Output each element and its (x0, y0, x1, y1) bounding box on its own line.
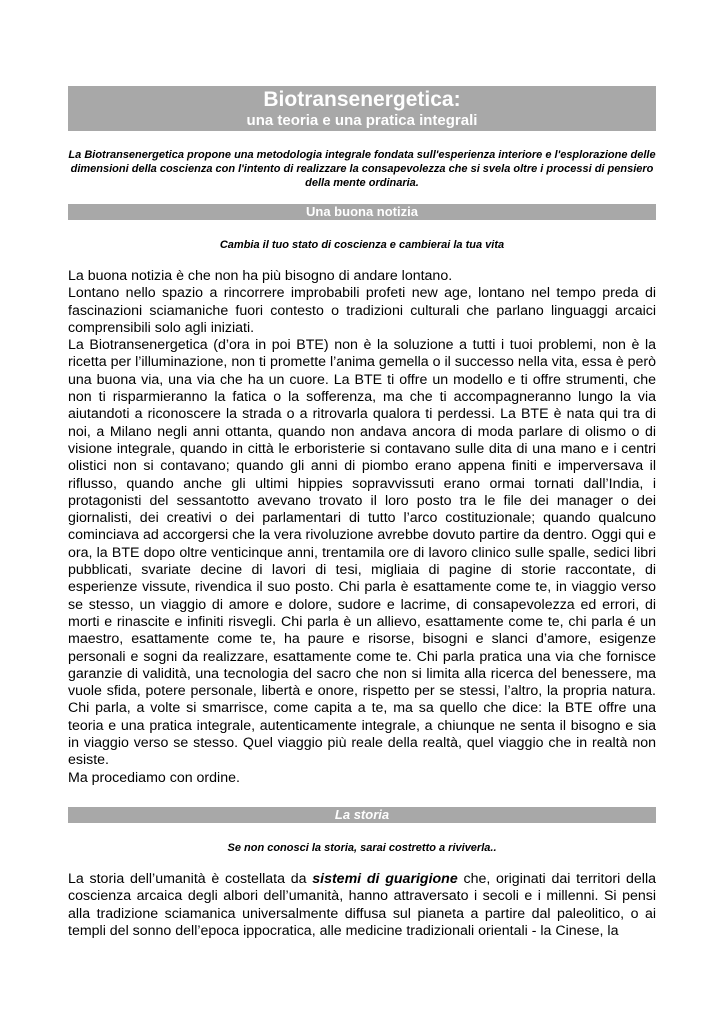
section-tagline: Se non conosci la storia, sarai costretto a riviverla.. (227, 842, 497, 854)
emphasis-text: sistemi di guarigione (312, 871, 458, 887)
abstract: La Biotransenergetica propone una metodologia integrale fondata sull'esperienza interiore e l'esplorazione delle dimensioni della coscienza con l'intento di realizzare la consapevolezza che si svela oltre i processi di pensiero della mente ordinaria. (68, 149, 656, 189)
paragraph: La Biotransenergetica (d’ora in poi BTE) non è la soluzione a tutti i tuoi problemi, non è la ricetta per l’illuminazione, non ti promette l’anima gemella o il successo nella vita, essa è però una buona via, una via che ha un cuore. La BTE ti offre un modello e ti offre strumenti, che non ti risparmieranno la fatica o la sofferenza, ma che ti accompagneranno lungo la via aiutandoti a riconoscere la strada o a ritrovarla qualora ti perdessi. La BTE è nata qui tra di noi, a Milano negli anni ottanta, quando non andava ancora di moda parlare di olismo o di visione integrale, quando in città le erboristerie si contavano sulle dita di una mano e i centri olistici non si contavano; quando gli anni di piombo erano appena finiti e imperversava il riflusso, quando anche gli ultimi hippies sopravvissuti erano ormai tornati dall’India, i protagonisti del sessantotto avevano trovato il loro posto tra le file dei manager o dei giornalisti, dei creativi o dei parlamentari di tutto l’arco costituzionale; quando qualcuno cominciava ad accorgersi che la vera rivoluzione avrebbe dovuto partire da dentro. Oggi qui e ora, la BTE dopo oltre venticinque anni, trentamila ore di lavoro clinico sulle spalle, sedici libri pubblicati, svariate decine di lavori di tesi, migliaia di pagine di storie raccontate, di esperienze vissute, rivendica il suo posto. Chi parla è esattamente come te, in viaggio verso se stesso, un viaggio di amore e dolore, sudore e lacrime, di consapevolezza ed errori, di morti e rinascite e infiniti risvegli. Chi parla è un allievo, esattamente come te, chi parla é un maestro, esattamente come te, ha paure e risorse, bisogni e slanci d’amore, esigenze personali e sogni da realizzare, esattamente come te. Chi parla pratica una via che fornisce garanzie di validità, una tecnologia del sacro che non si limita alla ricerca del benessere, ma vuole sfida, potere personale, libertà e onore, rispetto per se stessi, l’altro, la propria natura. Chi parla, a volte si smarrisce, come capita a te, ma sa quello che dice: la BTE offre una teoria e una pratica integrale, autenticamente integrale, a chiunque ne senta il bisogno e sia in viaggio verso se stesso. Quel viaggio più reale della realtà, quel viaggio che in realtà non esiste. (68, 337, 656, 769)
paragraph (68, 871, 656, 940)
document-subtitle: una teoria e una pratica integrali (246, 112, 478, 129)
title-banner (68, 86, 656, 131)
paragraph-text: che, originati dai territori della coscienza arcaica degli albori dell’umanità, hanno attraversato i secoli e i millenni. Si pensi alla tradizione sciamanica universalmente diffusa sul pianeta a partire dal paleolitico, o ai templi del sonno dell’epoca ippocratica, alle medicine tradizionali orientali - la Cinese, la (68, 871, 656, 939)
paragraph: Ma procediamo con ordine. (68, 769, 240, 786)
section-body-storia (68, 871, 656, 940)
section-body-buona-notizia (68, 268, 656, 787)
section-tagline: Cambia il tuo stato di coscienza e cambierai la tua vita (219, 239, 505, 251)
paragraph-text: La storia dell’umanità è costellata da (68, 871, 313, 887)
paragraph: La buona notizia è che non ha più bisogno di andare lontano. (68, 268, 453, 284)
section-heading-storia: La storia (68, 807, 656, 823)
paragraph: Lontano nello spazio a rincorrere improbabili profeti new age, lontano nel tempo preda di fascinazioni sciamaniche fuori contesto o tradizioni culturali che parlano linguaggi arcaici comprensibili solo agli iniziati. (68, 285, 656, 336)
document-title: Biotransenergetica: (263, 88, 461, 111)
section-heading-buona-notizia: Una buona notizia (68, 204, 656, 220)
